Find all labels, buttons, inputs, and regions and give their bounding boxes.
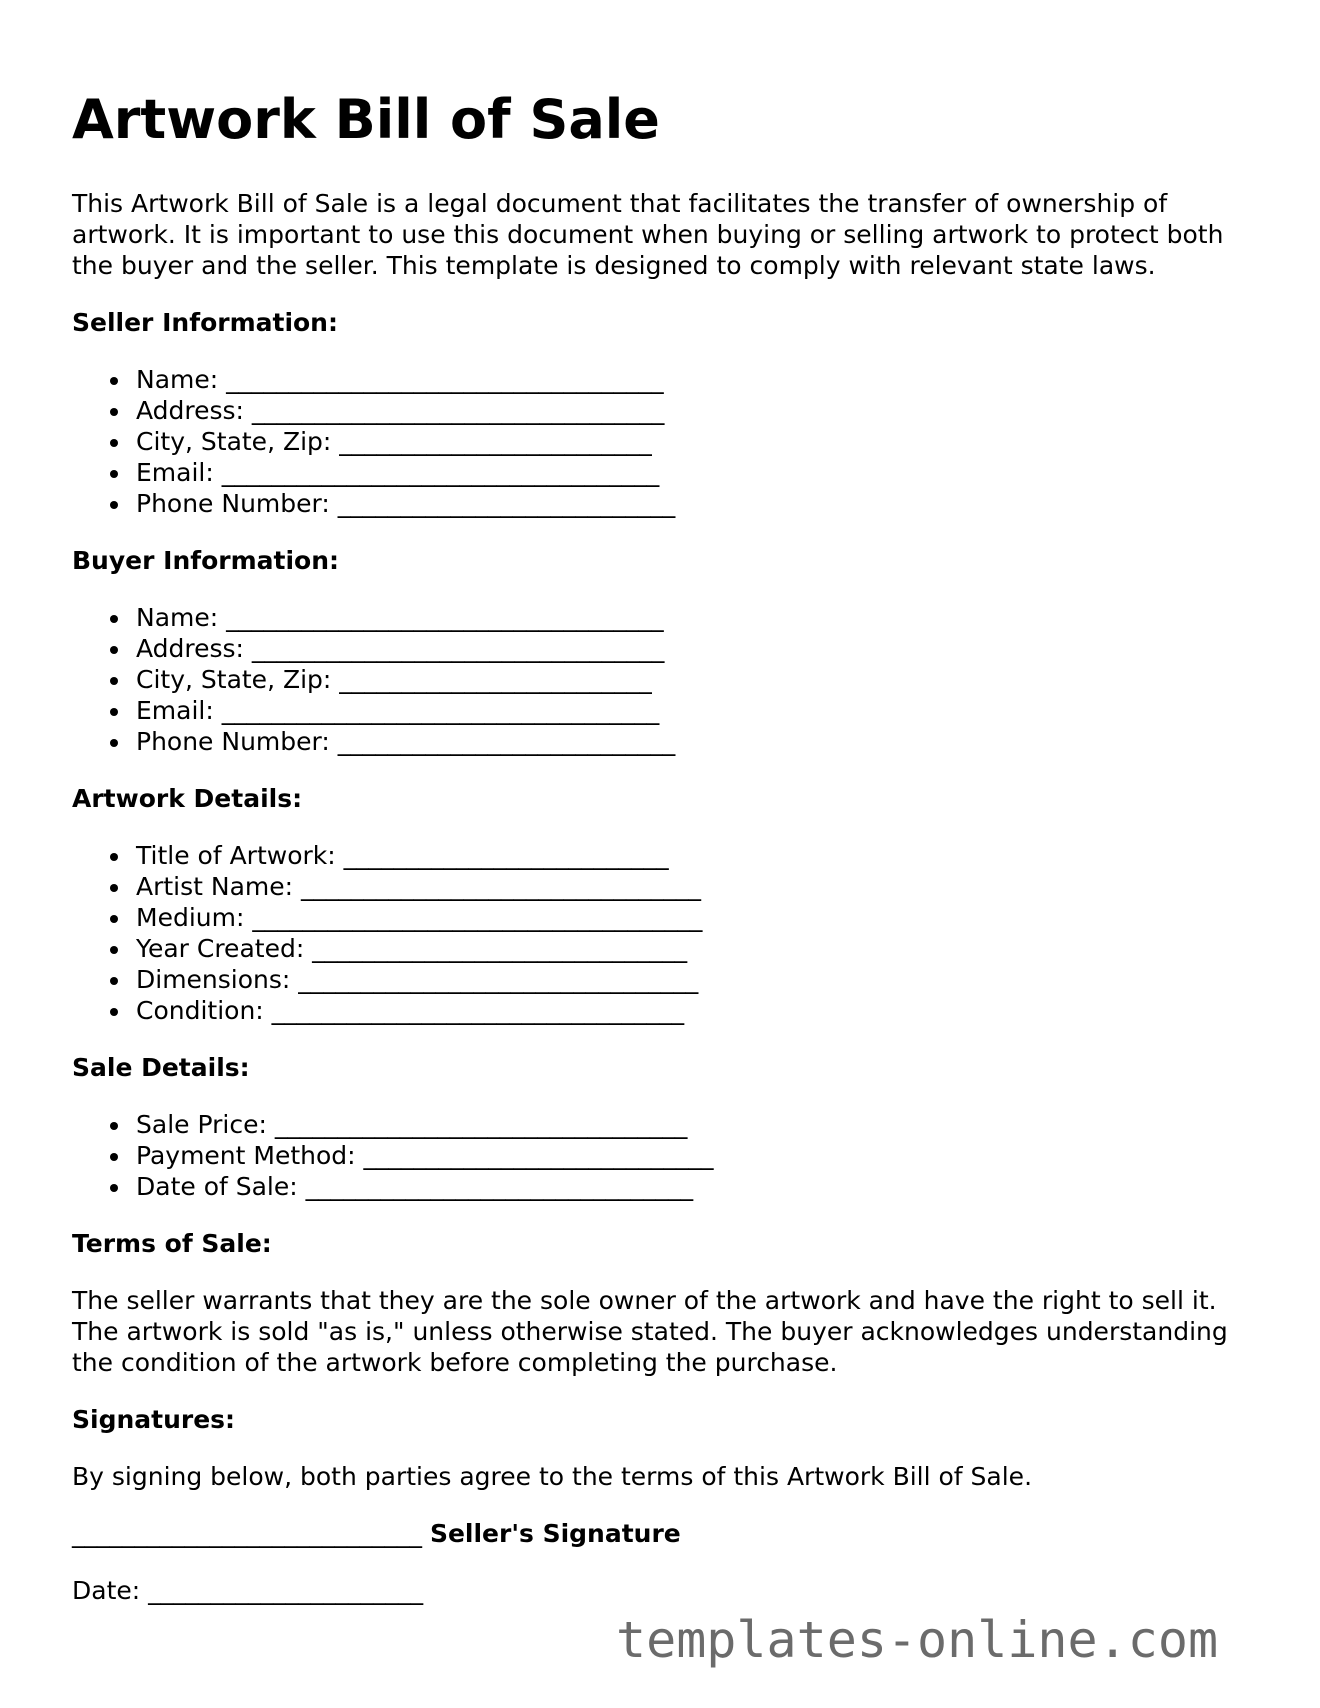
year-created-field: Year Created: ______________________________ bbox=[136, 933, 1252, 964]
buyer-phone-field: Phone Number: ___________________________ bbox=[136, 726, 1252, 757]
signature-date-line: Date: ______________________ bbox=[72, 1576, 424, 1605]
seller-phone-field: Phone Number: ___________________________ bbox=[136, 488, 1252, 519]
buyer-field-list bbox=[72, 602, 1252, 757]
terms-heading: Terms of Sale: bbox=[72, 1229, 272, 1258]
buyer-city-state-zip-field: City, State, Zip: _________________________ bbox=[136, 664, 1252, 695]
date-of-sale-field: Date of Sale: _______________________________ bbox=[136, 1171, 1252, 1202]
medium-field: Medium: ____________________________________ bbox=[136, 902, 1252, 933]
seller-email-field: Email: ___________________________________ bbox=[136, 457, 1252, 488]
buyer-name-field: Name: ___________________________________ bbox=[136, 602, 1252, 633]
seller-heading: Seller Information: bbox=[72, 308, 338, 337]
condition-field: Condition: _________________________________ bbox=[136, 995, 1252, 1026]
seller-address-field: Address: _________________________________ bbox=[136, 395, 1252, 426]
artist-name-field: Artist Name: ________________________________ bbox=[136, 871, 1252, 902]
seller-city-state-zip-field: City, State, Zip: _________________________ bbox=[136, 426, 1252, 457]
document-page bbox=[72, 0, 1252, 1606]
payment-method-field: Payment Method: ____________________________ bbox=[136, 1140, 1252, 1171]
sale-field-list bbox=[72, 1109, 1252, 1202]
artwork-title-field: Title of Artwork: __________________________ bbox=[136, 840, 1252, 871]
watermark-text: templates-online.com bbox=[616, 1611, 1219, 1669]
sale-price-field: Sale Price: _________________________________ bbox=[136, 1109, 1252, 1140]
buyer-address-field: Address: _________________________________ bbox=[136, 633, 1252, 664]
sale-heading: Sale Details: bbox=[72, 1053, 250, 1082]
seller-signature-line bbox=[72, 1518, 1252, 1549]
artwork-heading: Artwork Details: bbox=[72, 784, 303, 813]
buyer-email-field: Email: ___________________________________ bbox=[136, 695, 1252, 726]
terms-paragraph: The seller warrants that they are the sole owner of the artwork and have the right to sell it. The artwork is sold "as is," unless otherwise stated. The buyer acknowledges understanding the condition of the artwork before completing the purchase. bbox=[72, 1286, 1228, 1377]
intro-paragraph: This Artwork Bill of Sale is a legal document that facilitates the transfer of ownership of artwork. It is important to use this document when buying or selling artwork to protect both the buyer and the seller. This template is designed to comply with relevant state laws. bbox=[72, 189, 1224, 280]
signatures-intro: By signing below, both parties agree to the terms of this Artwork Bill of Sale. bbox=[72, 1462, 1033, 1491]
buyer-heading: Buyer Information: bbox=[72, 546, 340, 575]
dimensions-field: Dimensions: ________________________________ bbox=[136, 964, 1252, 995]
signatures-heading: Signatures: bbox=[72, 1405, 236, 1434]
seller-field-list bbox=[72, 364, 1252, 519]
document-title: Artwork Bill of Sale bbox=[72, 88, 660, 151]
seller-signature-label: Seller's Signature bbox=[429, 1519, 681, 1548]
seller-name-field: Name: ___________________________________ bbox=[136, 364, 1252, 395]
artwork-field-list bbox=[72, 840, 1252, 1026]
signature-blank: ____________________________ bbox=[72, 1519, 422, 1548]
